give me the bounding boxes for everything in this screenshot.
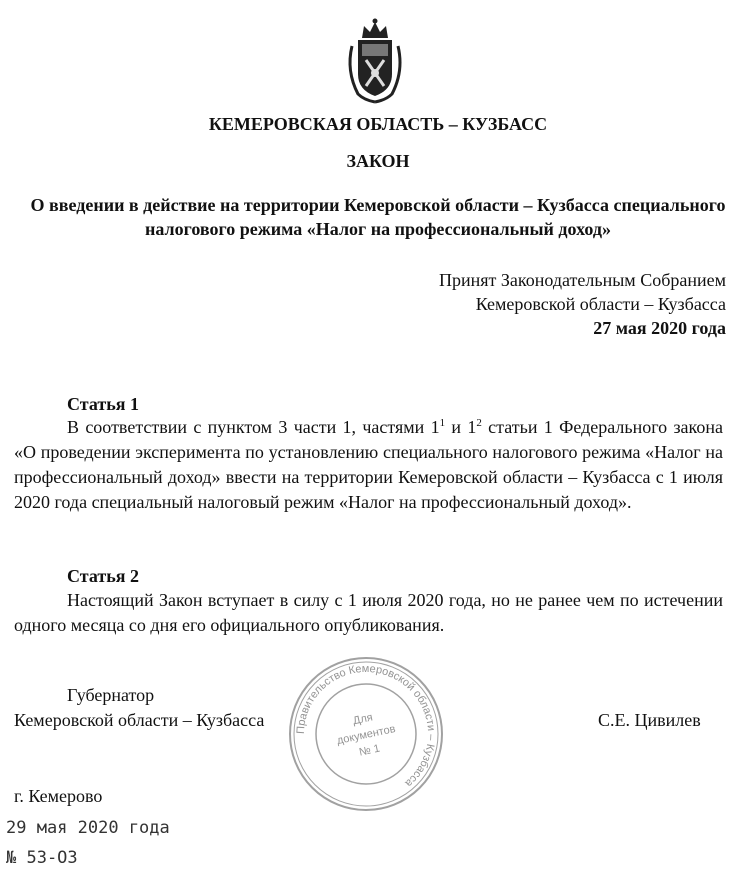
- signatory-position: Губернатор: [67, 685, 155, 705]
- stamp-line-1: Для: [351, 711, 374, 728]
- article-1-heading: Статья 1: [67, 394, 139, 414]
- adoption-date: 27 мая 2020 года: [593, 318, 726, 338]
- registration-number: № 53-ОЗ: [6, 848, 78, 868]
- article-1-part-2: и 1: [445, 417, 477, 437]
- article-2-heading: Статья 2: [67, 566, 139, 586]
- signatory-name: С.Е. Цивилев: [598, 710, 701, 730]
- registration-date: 29 мая 2020 года: [6, 818, 170, 838]
- signatory-region: Кемеровской области – Кузбасса: [14, 710, 265, 730]
- article-1-part-1: В соответствии с пунктом 3 части 1, частями 1: [67, 417, 440, 437]
- city: г. Кемерово: [14, 786, 103, 806]
- stamp-ring-text: Правительство Кемеровской области – Кузбасса: [294, 662, 438, 790]
- article-2-text: [14, 588, 723, 638]
- adoption-line-2: Кемеровской области – Кузбасса: [475, 294, 726, 314]
- law-title: О введении в действие на территории Кемеровской области – Кузбасса специального налогового режима «Налог на профессиональный доход»: [30, 195, 726, 239]
- superscript-2: 2: [476, 417, 482, 429]
- adoption-block: [439, 268, 726, 340]
- article-1-text: [14, 415, 723, 515]
- region-heading: КЕМЕРОВСКАЯ ОБЛАСТЬ – КУЗБАСС: [208, 114, 548, 134]
- superscript-1: 1: [439, 417, 446, 429]
- official-stamp: [286, 654, 446, 814]
- stamp-line-2: документов: [335, 722, 397, 748]
- article-1-part-3: статьи 1 Федерального закона «О проведении эксперимента по установлению специального налогового режима «Налог на профессиональный доход» ввести на территории Кемеровской области – Кузбасса с 1 июля 2020 года специальный налоговый режим «Налог на профессиональный доход».: [14, 417, 723, 512]
- document-type: ЗАКОН: [346, 151, 410, 171]
- article-2-paragraph: Настоящий Закон вступает в силу с 1 июля 2020 года, но не ранее чем по истечении одного месяца со дня его официального опубликования.: [14, 590, 723, 635]
- stamp-line-3: № 1: [358, 742, 382, 759]
- coat-of-arms-icon: [344, 16, 406, 104]
- adoption-line-1: Принят Законодательным Собранием: [438, 270, 726, 290]
